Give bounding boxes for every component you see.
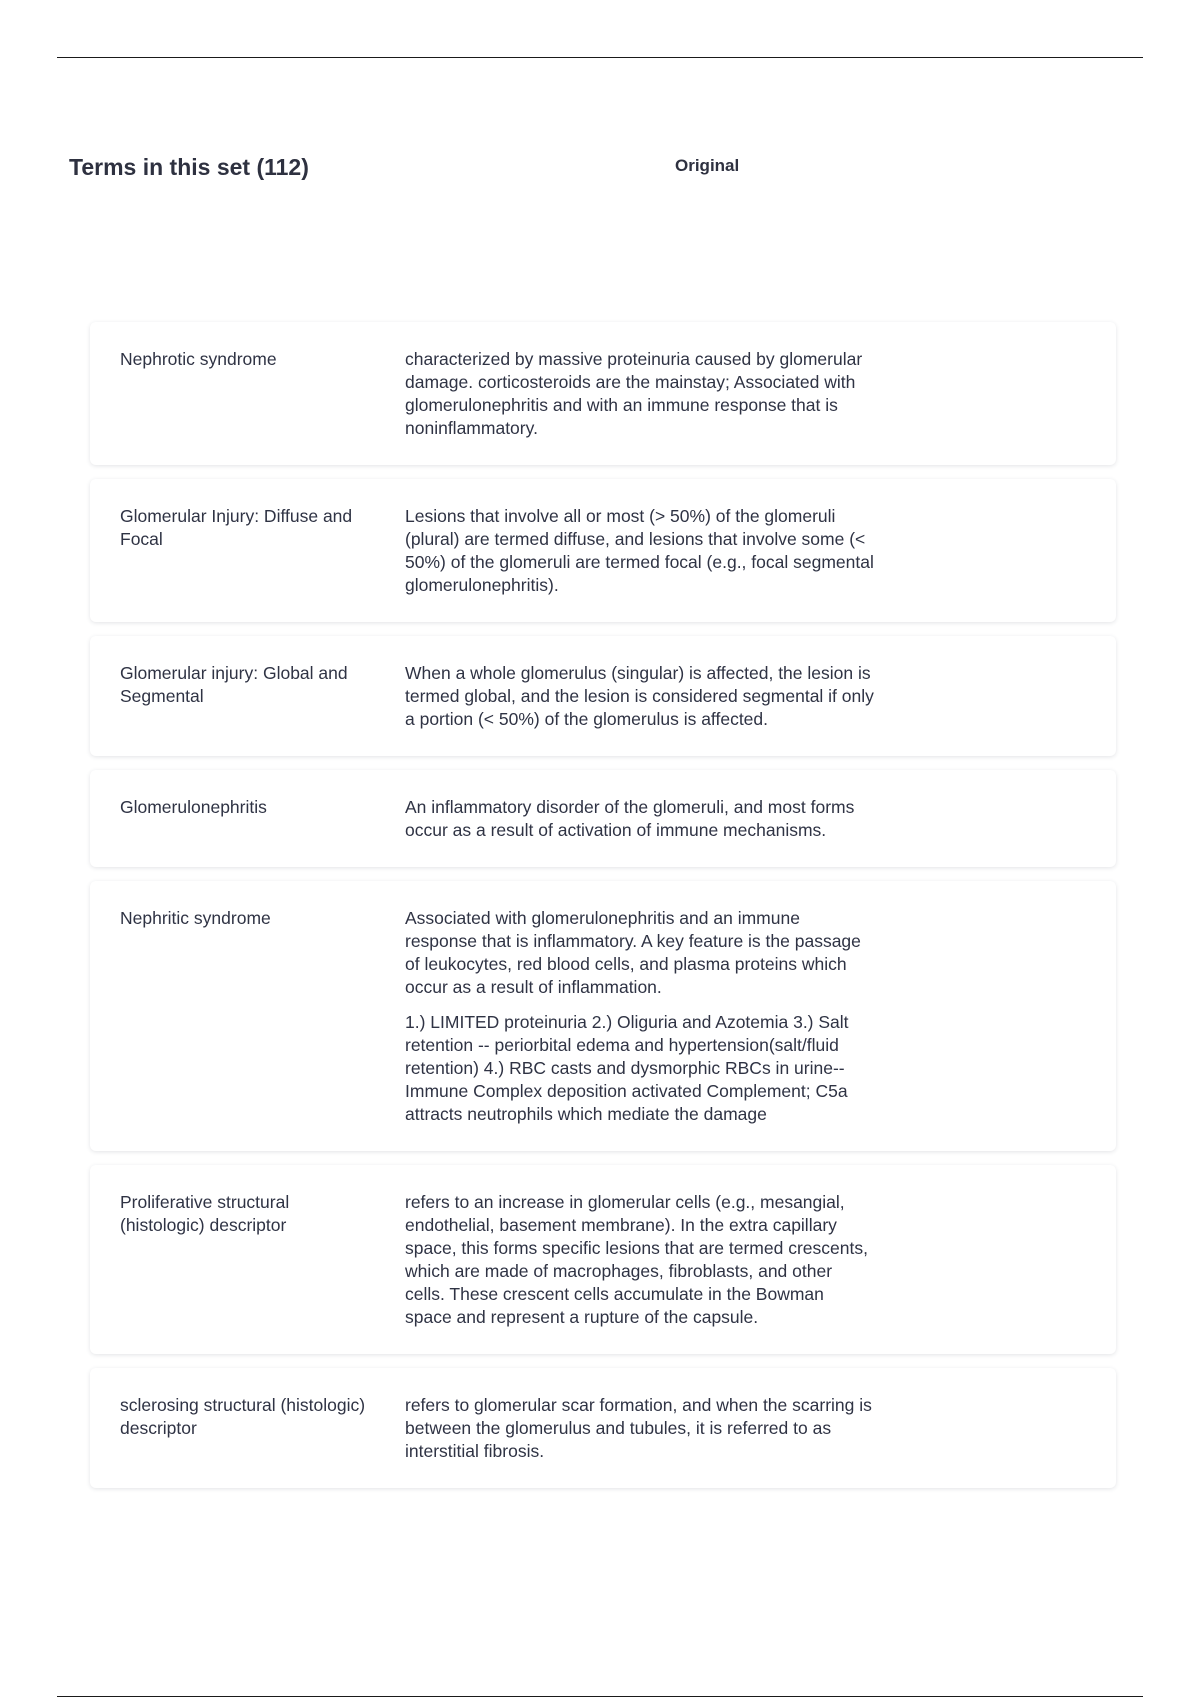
term-text: Nephritic syndrome <box>120 908 271 928</box>
term-text: Glomerulonephritis <box>120 797 267 817</box>
definition-text <box>405 1191 875 1329</box>
definition-text <box>405 662 875 731</box>
definition-paragraph: An inflammatory disorder of the glomeruli, and most forms occur as a result of activation of immune mechanisms. <box>405 797 855 840</box>
term-text: sclerosing structural (histologic) descriptor <box>120 1395 366 1438</box>
version-label: Original <box>675 156 740 175</box>
definition-text <box>405 348 875 440</box>
term-card <box>90 881 1116 1151</box>
set-header <box>69 154 1129 184</box>
set-title: Terms in this set (112) <box>69 154 309 180</box>
definition-text <box>405 796 875 842</box>
term-card <box>90 479 1116 622</box>
term-text: Glomerular Injury: Diffuse and Focal <box>120 506 353 549</box>
definition-text <box>405 505 875 597</box>
term-text: Nephrotic syndrome <box>120 349 277 369</box>
term-text: Proliferative structural (histologic) descriptor <box>120 1192 290 1235</box>
term-card <box>90 1368 1116 1488</box>
definition-text <box>405 907 875 1126</box>
definition-paragraph: Lesions that involve all or most (> 50%) of the glomeruli (plural) are termed diffuse, and lesions that involve some (< 50%) of the glomeruli are termed focal (e.g., focal segmental glomerulonephritis). <box>405 506 874 595</box>
definition-paragraph: refers to glomerular scar formation, and when the scarring is between the glomerulus and tubules, it is referred to as interstitial fibrosis. <box>405 1395 872 1461</box>
term-card <box>90 770 1116 867</box>
term-card <box>90 1165 1116 1354</box>
definition-paragraph: characterized by massive proteinuria caused by glomerular damage. corticosteroids are the mainstay; Associated with glomerulonephritis and with an immune response that is noninflammatory. <box>405 349 863 438</box>
definition-paragraph: 1.) LIMITED proteinuria 2.) Oliguria and Azotemia 3.) Salt retention -- periorbital edema and hypertension(salt/fluid retention) 4.) RBC casts and dysmorphic RBCs in urine-- Immune Complex deposition activated Complement; C5a attracts neutrophils which mediate the damage <box>405 1012 849 1124</box>
definition-paragraph: refers to an increase in glomerular cells (e.g., mesangial, endothelial, basement membrane). In the extra capillary space, this forms specific lesions that are termed crescents, which are made of macrophages, fibroblasts, and other cells. These crescent cells accumulate in the Bowman space and represent a rupture of the capsule. <box>405 1192 868 1327</box>
term-card <box>90 636 1116 756</box>
top-divider <box>57 57 1143 58</box>
bottom-divider <box>57 1696 1143 1697</box>
term-card <box>90 322 1116 465</box>
definition-paragraph: Associated with glomerulonephritis and an immune response that is inflammatory. A key feature is the passage of leukocytes, red blood cells, and plasma proteins which occur as a result of inflammation. <box>405 908 861 997</box>
terms-list <box>90 322 1116 1502</box>
definition-paragraph: When a whole glomerulus (singular) is affected, the lesion is termed global, and the lesion is considered segmental if only a portion (< 50%) of the glomerulus is affected. <box>405 663 874 729</box>
definition-text <box>405 1394 875 1463</box>
term-text: Glomerular injury: Global and Segmental <box>120 663 348 706</box>
